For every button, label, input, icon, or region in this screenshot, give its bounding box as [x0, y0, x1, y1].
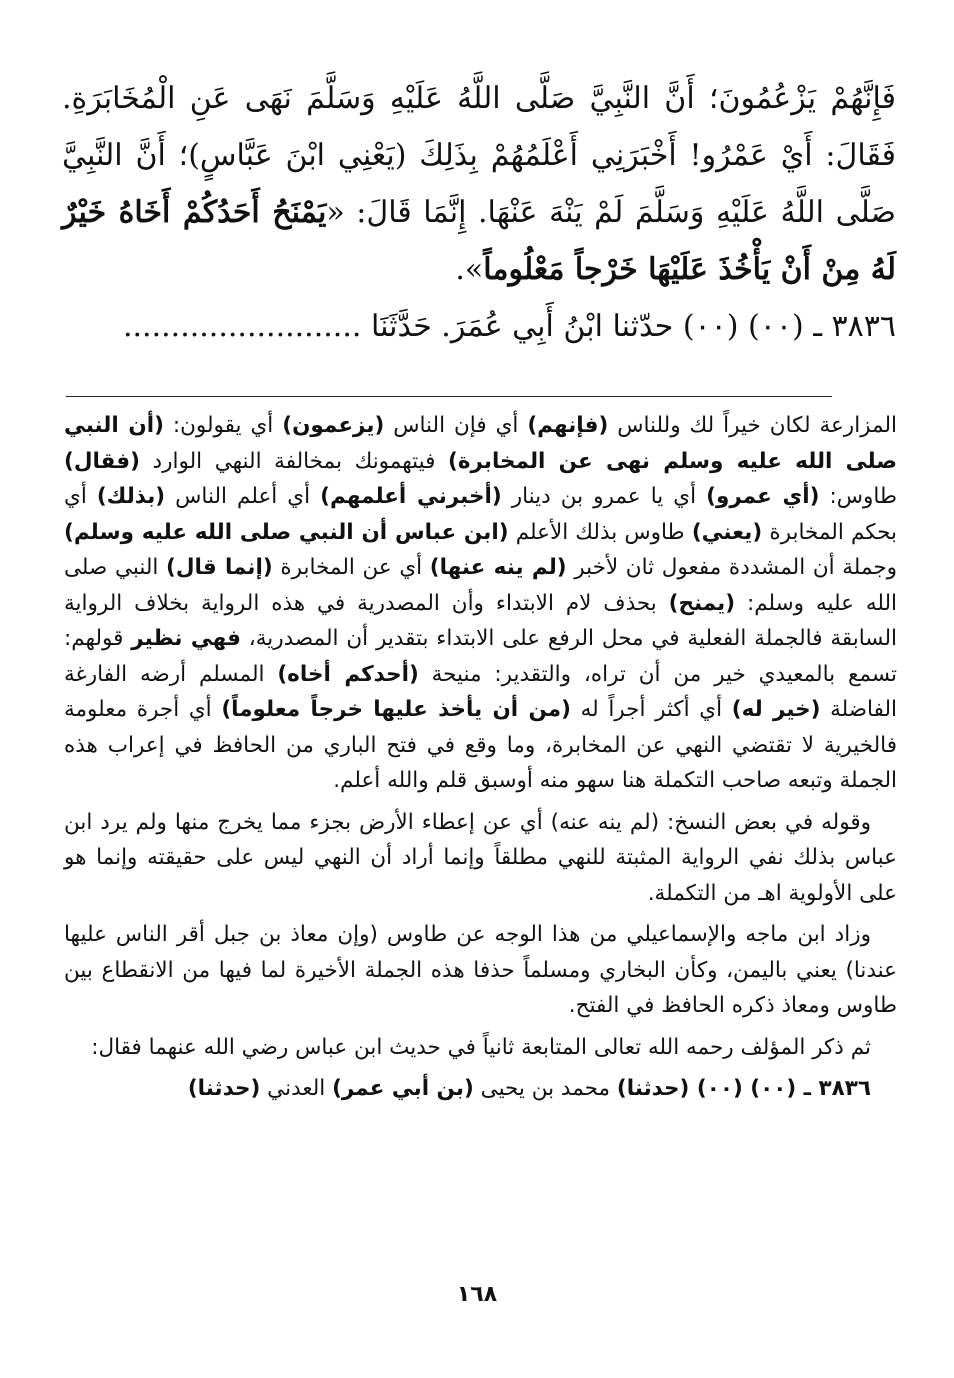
commentary-quoted-text: ٣٨٣٦ ـ (٠٠) (٠٠) — [689, 1076, 871, 1101]
commentary-quoted-text: (من أن يأخذ عليها خرجاً معلوماً) — [221, 697, 571, 722]
commentary-text: أي أجرة معلومة فالخيرية لا تقتضي النهي عن المخابرة، وما وقع في فتح الباري من الحافظ في إعراب هذه الجملة وتبعه صاحب التكملة هنا سهو منه أوسبق قلم والله أعلم. — [64, 697, 897, 793]
commentary-text: أي يا عمرو بن دينار — [501, 484, 707, 509]
commentary-text: طاوس بذلك الأعلم — [508, 519, 692, 545]
commentary-text: طاوس: — [819, 484, 897, 509]
commentary-quoted-text: (فإنهم) — [527, 413, 609, 438]
commentary-text: فيتهمونك بمخالفة النهي الوارد — [139, 448, 448, 474]
page-number: ١٦٨ — [456, 1282, 498, 1307]
commentary-text: أي يقولون: — [163, 413, 283, 438]
commentary-quoted-text: (فقال) — [64, 448, 140, 474]
commentary-quoted-text: (بن أبي عمر) — [332, 1076, 474, 1101]
commentary-text: أي فإن الناس — [384, 413, 528, 438]
commentary-paragraph-2: وقوله في بعض النسخ: (لم ينه عنه) أي عن إعطاء الأرض بجزء مما يخرج منها ولم يرد ابن عباس بذلك نفي الرواية المثبتة للنهي مطلقاً وإنما أراد أن النهي ليس على حقيقته وإنما هو على الأولوية اهـ من التكملة. — [64, 809, 897, 906]
hadith-chain-text: ٣٨٣٦ ـ (٠٠) (٠٠) حدّثنا ابْنُ أَبِي عُمَرَ. حَدَّثَنَا — [370, 309, 896, 344]
hadith-closing-quote: ». — [455, 252, 484, 287]
hadith-chain-line — [62, 298, 896, 355]
commentary-quoted-text: (أن النبي صلى الله عليه وسلم نهى عن المخابرة) — [64, 413, 897, 474]
hadith-prophetic-saying: يَمْنَحُ أَحَدُكُمْ أَخَاهُ خَيْرٌ لَهُ مِنْ أَنْ يَأْخُذَ عَلَيْهَا خَرْجاً مَعْلُوماً — [62, 195, 896, 287]
commentary-text: وجملة أن المشددة مفعول ثان لأخبر — [566, 555, 897, 580]
commentary-quoted-text: (يعني) — [691, 519, 763, 545]
commentary-paragraph-5 — [64, 1071, 897, 1107]
commentary-text: محمد بن يحيى — [473, 1076, 617, 1101]
commentary — [64, 408, 897, 1113]
commentary-text: العدني — [260, 1076, 333, 1101]
commentary-quoted-text: (أي عمرو) — [706, 484, 820, 509]
commentary-text: أي بحكم المخابرة — [64, 484, 897, 545]
commentary-text: قولهم: تسمع بالمعيدي خير من أن تراه، والتقدير: منيحة — [64, 626, 897, 687]
hadith-paragraph — [62, 70, 896, 298]
commentary-quoted-text: (أخبرني أعلمهم) — [320, 484, 502, 509]
commentary-quoted-text: (يزعمون) — [282, 413, 385, 438]
commentary-quoted-text: (حدثنا) — [616, 1076, 690, 1101]
commentary-text: أي أكثر أجراً له — [570, 697, 732, 722]
commentary-quoted-text: (بذلك) — [96, 484, 166, 509]
commentary-quoted-text: (حدثنا) — [187, 1076, 261, 1101]
commentary-quoted-text: (ابن عباس أن النبي صلى الله عليه وسلم) — [64, 519, 509, 545]
commentary-text: المزارعة لكان خيراً لك وللناس — [608, 413, 897, 438]
commentary-quoted-text: فهي نظير — [131, 626, 241, 651]
commentary-quoted-text: (خير له) — [731, 697, 821, 722]
hadith-narration: فَإِنَّهُمْ يَزْعُمُونَ؛ أَنَّ النَّبِيَّ صَلَّى اللَّهُ عَلَيْهِ وَسَلَّمَ نَهَى عَنِ الْمُخَابَرَةِ. فَقَالَ: أَيْ عَمْرُو! أَخْبَرَنِي أَعْلَمُهُمْ بِذَلِكَ (يَعْنِي ابْنَ عَبَّاسٍ)؛ أَنَّ النَّبِيَّ صَلَّى اللَّهُ عَلَيْهِ وَسَلَّمَ لَمْ يَنْهَ عَنْهَا. إِنَّمَا قَالَ: « — [62, 81, 896, 230]
commentary-quoted-text: (يمنح) — [668, 590, 736, 616]
commentary-paragraph-4: ثم ذكر المؤلف رحمه الله تعالى المتابعة ثانياً في حديث ابن عباس رضي الله عنهما فقال: — [91, 1034, 871, 1060]
commentary-text: المسلم أرضه الفارغة الفاضلة — [64, 661, 897, 722]
commentary-text: النبي صلى الله عليه وسلم: — [64, 555, 897, 616]
footnote-divider — [66, 396, 832, 397]
commentary-quoted-text: (لم ينه عنها) — [429, 555, 567, 580]
ellipsis-dots: ......................... — [122, 309, 362, 344]
commentary-text: أي عن المخابرة — [272, 555, 430, 580]
commentary-text: بحذف لام الابتداء وأن المصدرية في هذه الرواية بخلاف الرواية السابقة فالجملة الفعلية في محل الرفع على الابتداء بتقدير أن المصدرية، — [64, 590, 897, 651]
commentary-quoted-text: (إنما قال) — [166, 555, 273, 580]
commentary-paragraph-1 — [64, 408, 897, 799]
hadith-text — [62, 70, 896, 355]
commentary-paragraph-3: وزاد ابن ماجه والإسماعيلي من هذا الوجه عن طاوس (وإن معاذ بن جبل أقر الناس عليها عندنا) يعني باليمن، وكأن البخاري ومسلماً حذفا هذه الجملة الأخيرة لما فيها من الانقطاع بين طاوس ومعاذ ذكره الحافظ في الفتح. — [64, 922, 897, 1018]
commentary-quoted-text: (أحدكم أخاه) — [277, 661, 419, 687]
commentary-text: أي أعلم الناس — [165, 484, 321, 509]
